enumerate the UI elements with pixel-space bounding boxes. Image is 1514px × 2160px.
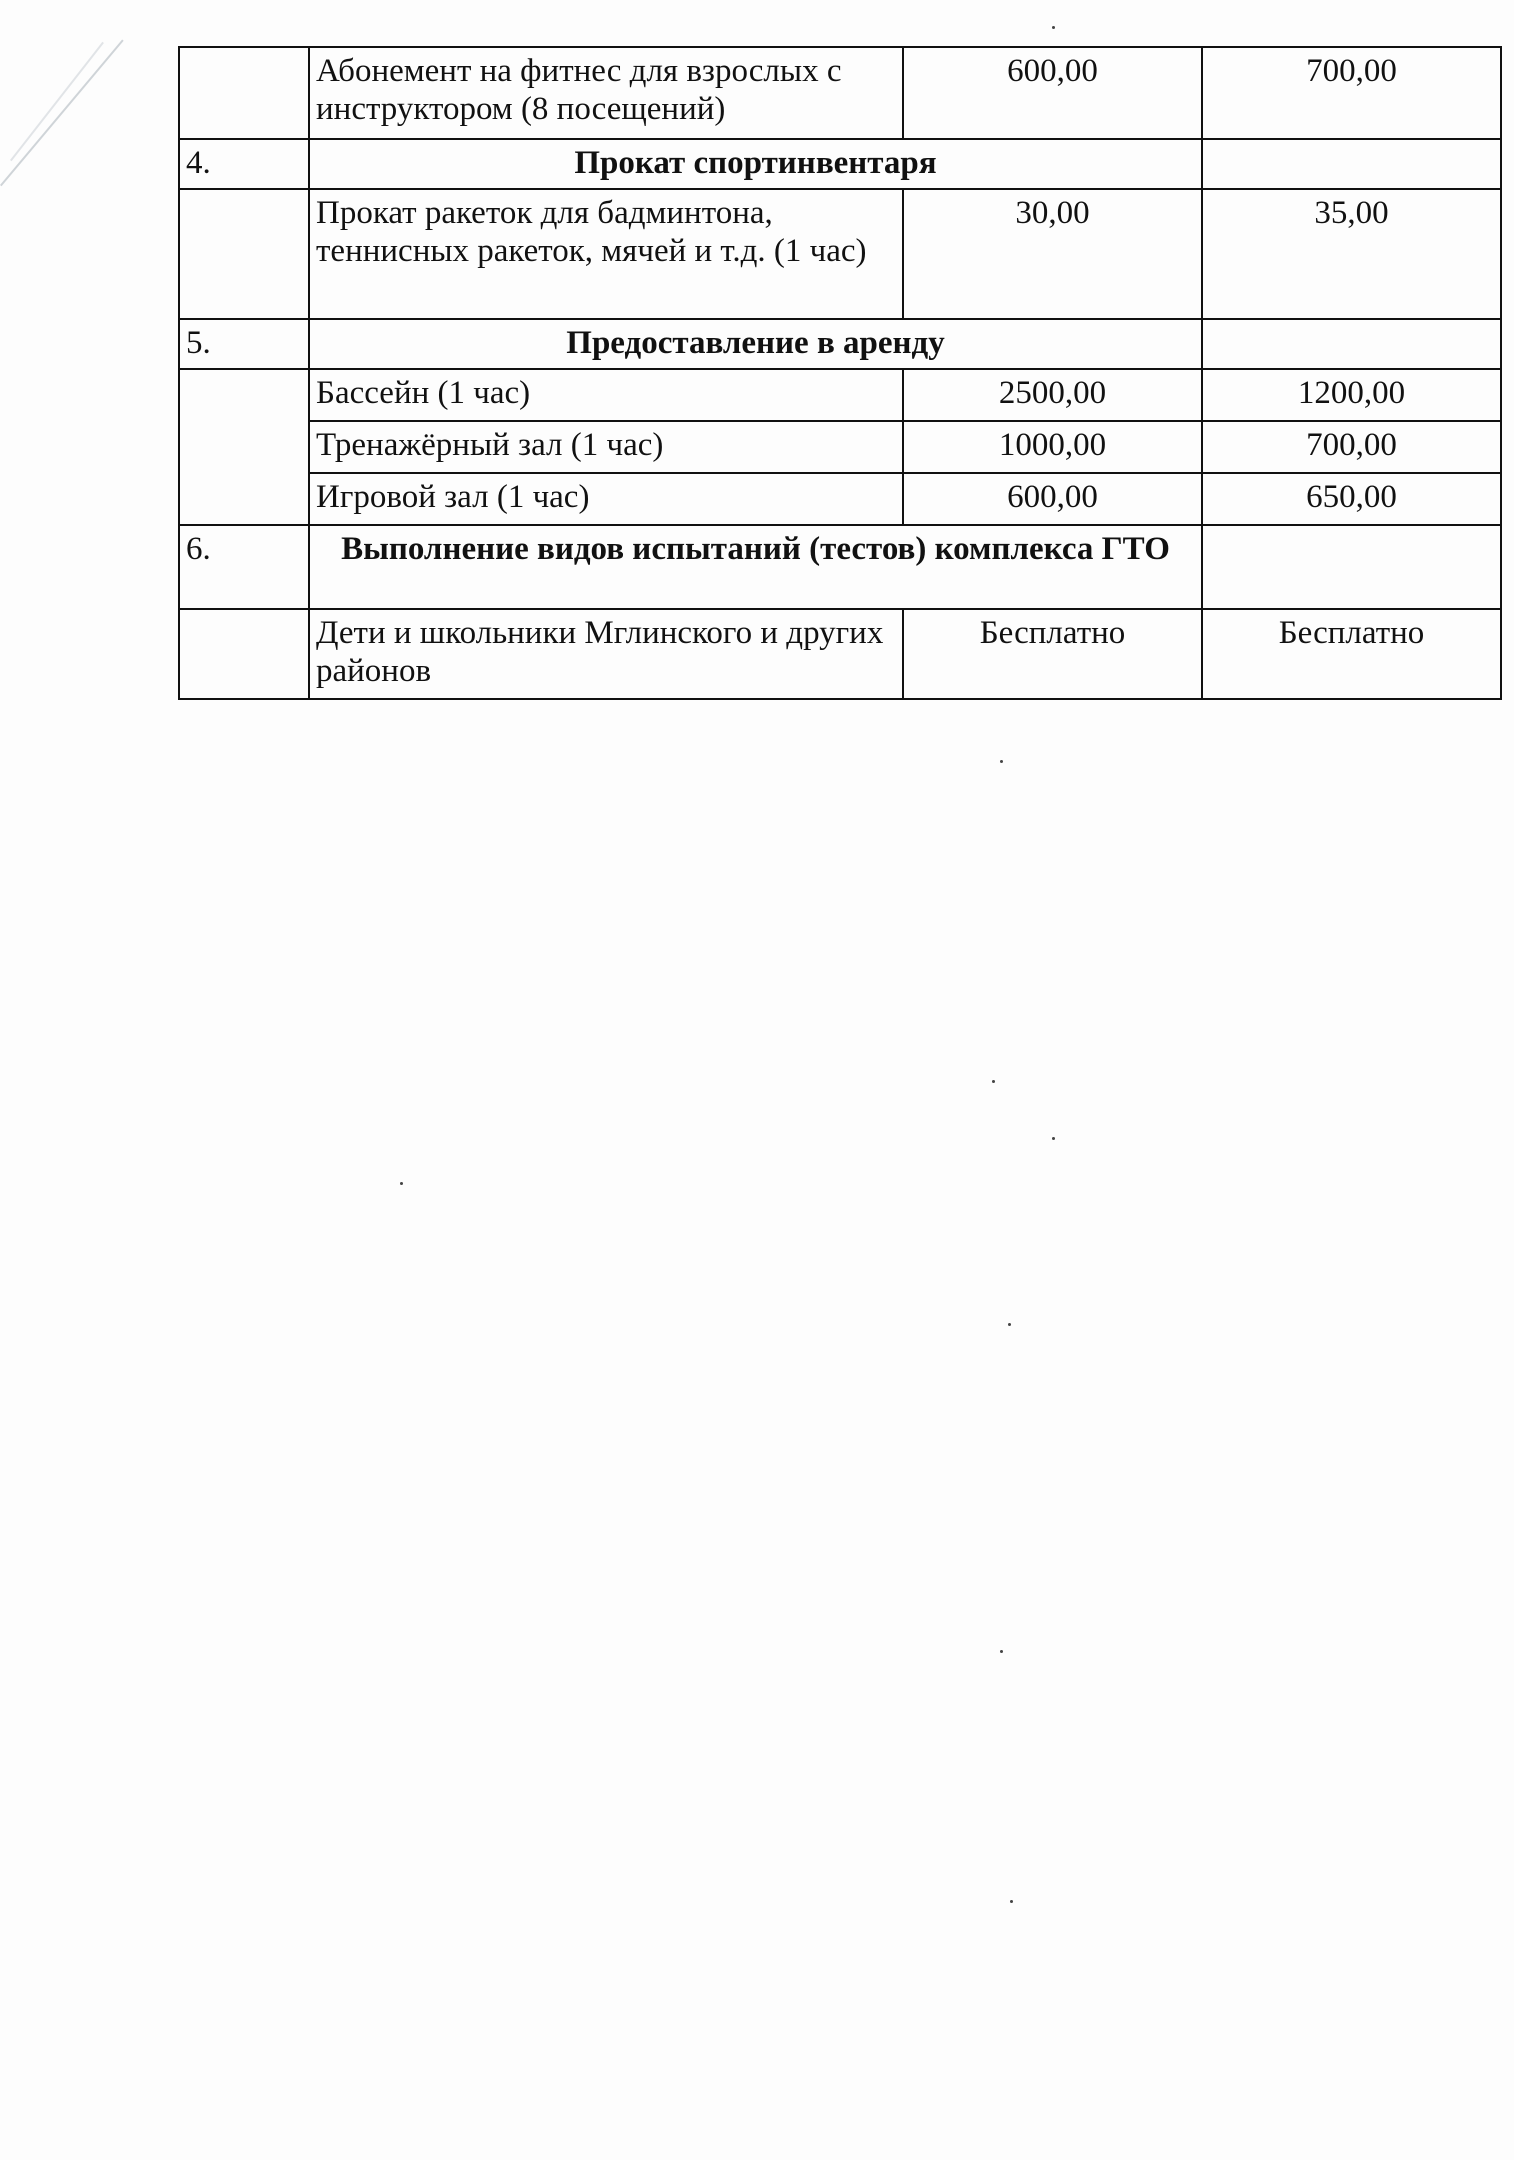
table-row bbox=[179, 189, 1501, 319]
row-number-cell bbox=[179, 369, 309, 421]
section-title: Предоставление в аренду bbox=[309, 319, 1202, 369]
scan-speck bbox=[992, 1080, 995, 1083]
table-row bbox=[179, 421, 1501, 473]
row-number-cell bbox=[179, 421, 309, 473]
service-name-cell: Игровой зал (1 час) bbox=[309, 473, 903, 525]
section-number: 5. bbox=[179, 319, 309, 369]
table-row bbox=[179, 369, 1501, 421]
price-cell: Бесплатно bbox=[903, 609, 1202, 699]
price-cell: 700,00 bbox=[1202, 47, 1501, 139]
scan-speck bbox=[1010, 1900, 1013, 1903]
table-row bbox=[179, 47, 1501, 139]
price-cell: 1000,00 bbox=[903, 421, 1202, 473]
price-cell: Бесплатно bbox=[1202, 609, 1501, 699]
scan-speck bbox=[1052, 26, 1055, 29]
price-cell: 600,00 bbox=[903, 47, 1202, 139]
table-row bbox=[179, 609, 1501, 699]
price-cell: 1200,00 bbox=[1202, 369, 1501, 421]
price-cell: 35,00 bbox=[1202, 189, 1501, 319]
scan-artifact-line bbox=[0, 39, 124, 186]
section-title: Прокат спортинвентаря bbox=[309, 139, 1202, 189]
row-number-cell bbox=[179, 189, 309, 319]
price-cell: 600,00 bbox=[903, 473, 1202, 525]
empty-cell bbox=[1202, 525, 1501, 609]
price-cell: 2500,00 bbox=[903, 369, 1202, 421]
price-cell: 650,00 bbox=[1202, 473, 1501, 525]
scan-speck bbox=[1000, 760, 1003, 763]
scan-artifact-line bbox=[10, 42, 104, 161]
service-name-cell: Дети и школьники Мглинского и других районов bbox=[309, 609, 903, 699]
section-row bbox=[179, 139, 1501, 189]
service-name-cell: Абонемент на фитнес для взрослых с инструктором (8 посещений) bbox=[309, 47, 903, 139]
scan-speck bbox=[1052, 1137, 1055, 1140]
service-name-cell: Прокат ракеток для бадминтона, теннисных ракеток, мячей и т.д. (1 час) bbox=[309, 189, 903, 319]
scan-speck bbox=[1008, 1323, 1011, 1326]
table-row bbox=[179, 473, 1501, 525]
section-row bbox=[179, 525, 1501, 609]
price-cell: 700,00 bbox=[1202, 421, 1501, 473]
section-number: 4. bbox=[179, 139, 309, 189]
price-cell: 30,00 bbox=[903, 189, 1202, 319]
section-row bbox=[179, 319, 1501, 369]
section-number: 6. bbox=[179, 525, 309, 609]
scan-speck bbox=[1000, 1650, 1003, 1653]
empty-cell bbox=[1202, 139, 1501, 189]
service-name-cell: Бассейн (1 час) bbox=[309, 369, 903, 421]
row-number-cell bbox=[179, 47, 309, 139]
service-name-cell: Тренажёрный зал (1 час) bbox=[309, 421, 903, 473]
price-table bbox=[178, 46, 1502, 700]
empty-cell bbox=[1202, 319, 1501, 369]
row-number-cell bbox=[179, 609, 309, 699]
section-title: Выполнение видов испытаний (тестов) комплекса ГТО bbox=[309, 525, 1202, 609]
scan-speck bbox=[400, 1182, 403, 1185]
row-number-cell bbox=[179, 473, 309, 525]
